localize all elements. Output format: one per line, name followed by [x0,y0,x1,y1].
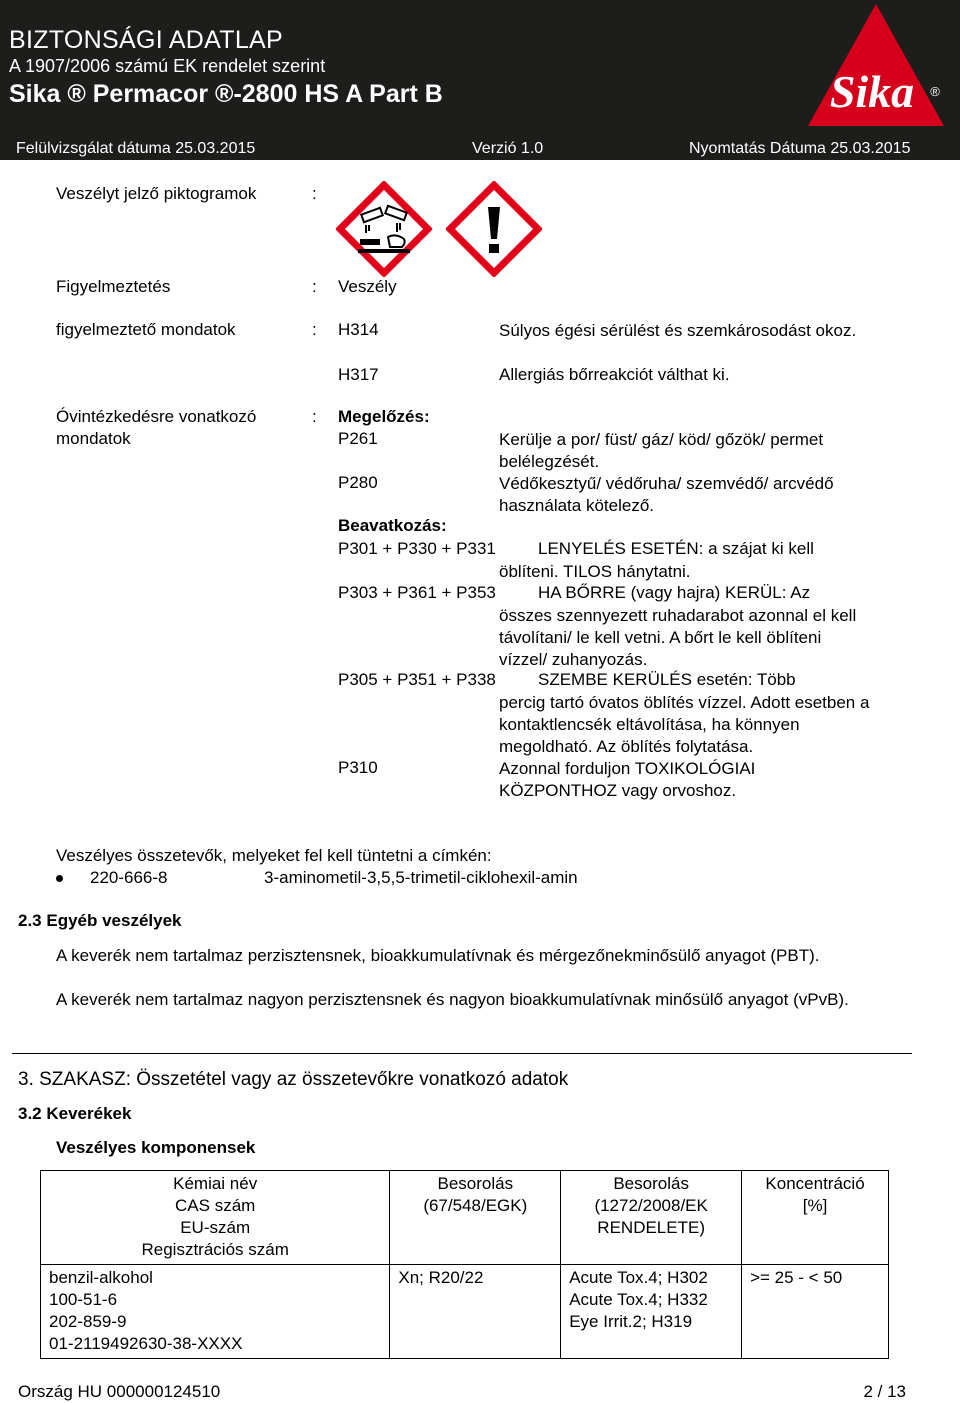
precaution-text-p301-rest: öblíteni. TILOS hánytatni. [499,562,691,581]
section-divider [12,1053,912,1054]
precaution-label-line1: Óvintézkedésre vonatkozó [56,407,257,426]
precaution-code-p280: P280 [338,473,378,492]
bullet-icon [56,875,63,882]
label-components-title: Veszélyes összetevők, melyeket fel kell tüntetni a címkén: [56,846,492,865]
hazard-text-h314: Súlyos égési sérülést és szemkárosodást okoz. [499,321,857,340]
pictograms-colon: : [312,184,317,203]
table-row [41,1265,889,1359]
product-name: Sika ® Permacor ®-2800 HS A Part B [9,80,443,108]
logo-text: Sika [829,66,915,117]
prevention-title: Megelőzés: [338,407,430,426]
components-title: Veszélyes komponensek [56,1138,256,1157]
logo-registered: ® [930,84,940,99]
table-header-row [41,1171,889,1265]
response-title: Beavatkozás: [338,516,447,535]
review-date: Felülvizsgálat dátuma 25.03.2015 [16,140,256,157]
hazard-code-h314: H314 [338,320,379,339]
warning-label: Figyelmeztetés [56,277,171,296]
precaution-code-p303: P303 + P361 + P353 [338,583,496,602]
corrosion-icon [336,181,432,277]
footer-page-number: 2 / 13 [863,1382,906,1401]
document-title: BIZTONSÁGI ADATLAP [9,26,283,54]
sika-logo [806,2,946,128]
document-header [0,0,960,160]
hazard-code-h317: H317 [338,365,379,384]
precaution-text-p301-first: LENYELÉS ESETÉN: a szájat ki kell [538,539,814,558]
label-component-name: 3-aminometil-3,5,5-trimetil-ciklohexil-amin [264,868,578,887]
cell-concentration: >= 25 - < 50 [742,1265,889,1359]
cell-classification-67-548: Xn; R20/22 [390,1265,561,1359]
warning-colon: : [312,277,317,296]
pictograms-label: Veszélyt jelző piktogramok [56,184,257,203]
precaution-text-p310: Azonnal forduljon TOXIKOLÓGIAI KÖZPONTHOZ vagy orvoshoz. [499,759,756,800]
precaution-code-p310: P310 [338,758,378,777]
precaution-text-p280: Védőkesztyű/ védőruha/ szemvédő/ arcvédő használata kötelező. [499,474,834,515]
header-chemical-name: Kémiai név CAS szám EU-szám Regisztrációs szám [41,1171,390,1265]
precaution-code-p261: P261 [338,429,378,448]
header-concentration: Koncentráció [%] [742,1171,889,1265]
precaution-text-p305-rest: percig tartó óvatos öblítés vízzel. Adott esetben a kontaktlencsék eltávolítása, ha könnyen megoldható. Az öblítés folytatása. [499,693,870,756]
header-classification-1272-2008: Besorolás (1272/2008/EK RENDELETE) [561,1171,742,1265]
section-2-3-title: 2.3 Egyéb veszélyek [18,911,182,930]
precaution-text-p305-first: SZEMBE KERÜLÉS esetén: Több [538,670,796,689]
section-3-2-title: 3.2 Keverékek [18,1104,132,1123]
hazard-text-h317: Allergiás bőrreakciót válthat ki. [499,365,730,384]
precaution-text-p303-first: HA BŐRRE (vagy hajra) KERÜL: Az [538,583,811,602]
components-table [40,1170,889,1359]
precaution-colon: : [312,407,317,426]
section-2-3-pbt: A keverék nem tartalmaz perzisztensnek, bioakkumulatívnak és mérgezőnekminősülő anyagot (PBT). [56,946,820,965]
precaution-text-p261: Kerülje a por/ füst/ gáz/ köd/ gőzök/ permet belélegzését. [499,430,824,471]
section-2-3-vpvb: A keverék nem tartalmaz nagyon perzisztensnek és nagyon bioakkumulatívnak minősülő anyagot (vPvB). [56,990,849,1009]
precaution-code-p305: P305 + P351 + P338 [338,670,496,689]
hazard-colon: : [312,320,317,339]
header-classification-67-548: Besorolás (67/548/EGK) [390,1171,561,1265]
precaution-code-p301: P301 + P330 + P331 [338,539,496,558]
label-component-ec: 220-666-8 [90,868,168,887]
precaution-label-line2: mondatok [56,429,131,448]
warning-value: Veszély [338,277,397,296]
print-date: Nyomtatás Dátuma 25.03.2015 [689,140,911,157]
footer-country: Ország HU 000000124510 [18,1382,221,1401]
cell-chemical: benzil-alkohol 100-51-6 202-859-9 01-2119492630-38-XXXX [41,1265,390,1359]
section-3-title: 3. SZAKASZ: Összetétel vagy az összetevőkre vonatkozó adatok [18,1069,569,1090]
cell-classification-1272-2008: Acute Tox.4; H302 Acute Tox.4; H332 Eye Irrit.2; H319 [561,1265,742,1359]
hazard-label: figyelmeztető mondatok [56,320,236,339]
version: Verzió 1.0 [472,140,544,157]
exclamation-icon [446,181,542,277]
precaution-text-p303-rest: összes szennyezett ruhadarabot azonnal el kell távolítani/ le kell vetni. A bőrt le kell öblíteni vízzel/ zuhanyozás. [499,606,857,669]
regulation-line: A 1907/2006 számú EK rendelet szerint [9,56,326,76]
